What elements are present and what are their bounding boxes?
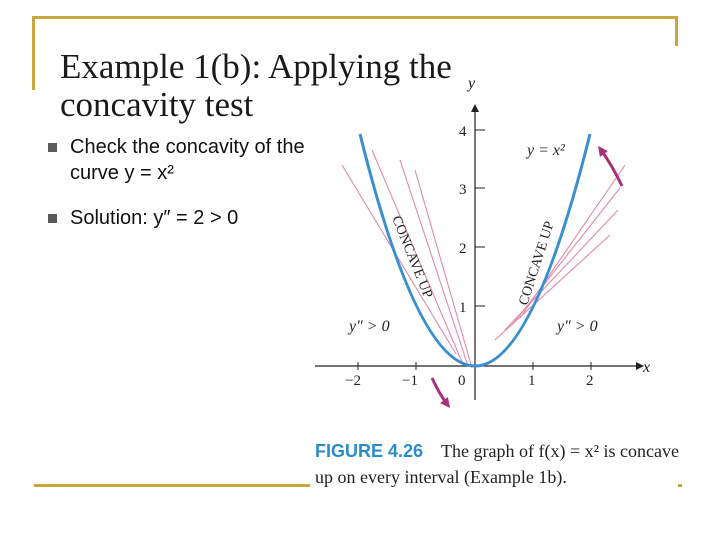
frame-bottom-rule <box>34 484 310 487</box>
x-axis-label: x <box>643 359 651 376</box>
tangent-lines <box>342 150 625 368</box>
y-tick-label: 2 <box>459 241 467 257</box>
parabola-figure <box>300 75 720 420</box>
second-derivative-right-label: y″ > 0 <box>557 318 598 335</box>
x-tick-label: −1 <box>402 373 418 389</box>
right-arrow-icon <box>601 150 622 186</box>
y-tick-label: 1 <box>459 300 467 316</box>
bullet-square-icon <box>48 143 57 152</box>
bullet-square-icon <box>48 214 57 223</box>
x-tick-label: 1 <box>528 373 536 389</box>
x-tick-label: −2 <box>345 373 361 389</box>
frame-right-rule <box>675 16 678 46</box>
x-tick-label: 0 <box>458 373 466 389</box>
caption-text: The graph of f(x) = x² is concave up on every interval (Example 1b). <box>315 441 680 487</box>
concave-up-right-label: CONCAVE UP <box>516 219 558 308</box>
bullet-text: Check the concavity of the curve y = x² <box>70 136 305 184</box>
figure-number: FIGURE 4.26 <box>315 441 424 461</box>
y-tick-marks <box>475 130 485 306</box>
slide-title: Example 1(b): Applying the concavity test <box>60 47 452 124</box>
frame-top-rule <box>32 16 677 19</box>
y-tick-label: 3 <box>459 182 467 198</box>
left-arrow-icon <box>432 378 447 404</box>
y-axis-label: y <box>468 75 476 92</box>
frame-left-rule <box>32 16 35 90</box>
figure-caption <box>315 438 685 490</box>
y-tick-label: 4 <box>459 124 467 140</box>
bullet-text: Solution: y″ = 2 > 0 <box>70 207 239 229</box>
curve-equation-label: y = x² <box>527 142 565 159</box>
concave-up-left-label: CONCAVE UP <box>388 213 435 301</box>
second-derivative-left-label: y″ > 0 <box>349 318 390 335</box>
x-tick-label: 2 <box>586 373 594 389</box>
